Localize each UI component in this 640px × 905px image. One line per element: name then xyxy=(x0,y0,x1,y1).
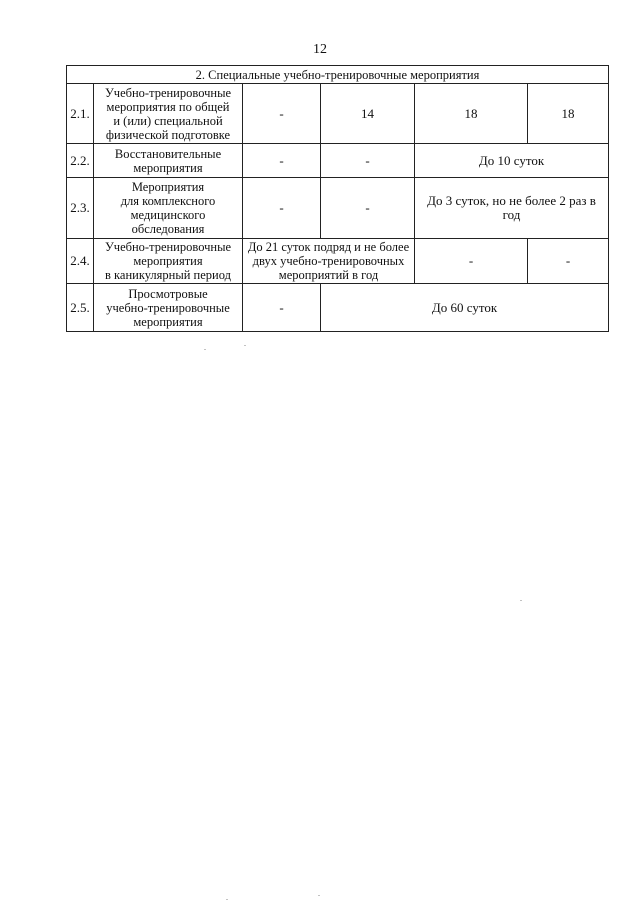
section-header-row xyxy=(67,66,609,84)
row-name-line: в каникулярный период xyxy=(104,268,231,282)
row-number: 2.2. xyxy=(67,144,94,178)
row-name xyxy=(94,84,243,144)
table-row xyxy=(67,144,609,178)
row-name-line: мероприятия xyxy=(133,254,203,268)
table-row xyxy=(67,178,609,239)
section-title: 2. Специальные учебно-тренировочные мероприятия xyxy=(67,66,609,84)
row-number: 2.1. xyxy=(67,84,94,144)
row-number: 2.5. xyxy=(67,284,94,332)
row-name-line: Просмотровые xyxy=(128,286,208,301)
table-cell-merged: До 3 суток, но не более 2 раз в год xyxy=(415,178,609,239)
training-events-table xyxy=(66,65,609,332)
row-name-line: обследования xyxy=(131,222,205,236)
table-row xyxy=(67,239,609,284)
row-name-line: учебно-тренировочные xyxy=(106,300,230,315)
page-number: 12 xyxy=(313,42,327,57)
row-name-line: мероприятия xyxy=(133,160,203,175)
cell-line: двух учебно-тренировочных xyxy=(252,254,405,268)
row-name-line: для комплексного xyxy=(120,194,216,208)
table-cell-merged: До 60 суток xyxy=(321,284,609,332)
cell-line: мероприятий в год xyxy=(278,268,379,282)
row-name-line: мероприятия xyxy=(133,314,203,329)
table-cell: - xyxy=(528,239,609,284)
row-number: 2.4. xyxy=(67,239,94,284)
table-cell-merged: До 10 суток xyxy=(415,144,609,178)
table-cell: - xyxy=(415,239,528,284)
row-name-line: физической подготовке xyxy=(105,127,231,142)
row-name-line: и (или) специальной xyxy=(113,113,223,128)
table-row xyxy=(67,284,609,332)
row-name-line: мероприятия по общей xyxy=(106,99,230,114)
table-cell-merged xyxy=(243,239,415,284)
table-cell: - xyxy=(321,178,415,239)
row-name-line: Мероприятия xyxy=(131,180,205,194)
table-cell: 18 xyxy=(415,84,528,144)
row-name-line: Восстановительные xyxy=(114,146,222,161)
row-name xyxy=(94,178,243,239)
table-cell: - xyxy=(321,144,415,178)
table-cell: 14 xyxy=(321,84,415,144)
table-cell: 18 xyxy=(528,84,609,144)
row-name-line: Учебно-тренировочные xyxy=(104,85,232,100)
row-name-line: Учебно-тренировочные xyxy=(104,240,232,254)
row-name xyxy=(94,284,243,332)
table-row xyxy=(67,84,609,144)
row-name-line: медицинского xyxy=(130,208,206,222)
table-cell: - xyxy=(243,284,321,332)
table-cell: - xyxy=(243,84,321,144)
cell-line: До 21 суток подряд и не более xyxy=(247,240,410,254)
table-cell: - xyxy=(243,144,321,178)
table-cell: - xyxy=(243,178,321,239)
row-name xyxy=(94,239,243,284)
row-name xyxy=(94,144,243,178)
row-number: 2.3. xyxy=(67,178,94,239)
